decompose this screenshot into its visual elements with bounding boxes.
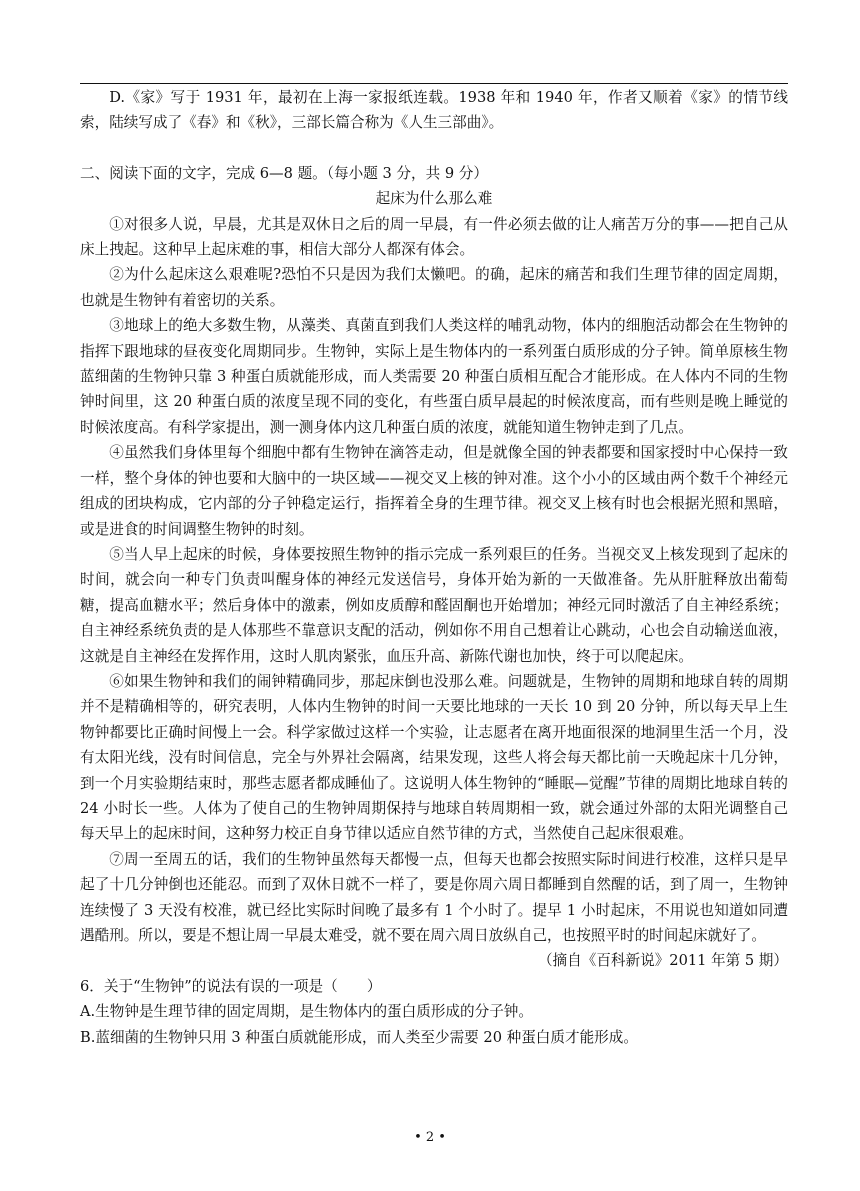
article-title: 起床为什么那么难 — [375, 190, 493, 208]
question-6-option-b: B.蓝细菌的生物钟只用 3 种蛋白质就能形成，而人类至少需要 20 种蛋白质才能形成。 — [80, 1028, 638, 1046]
header-rule — [80, 83, 788, 84]
option-d: D.《家》写于 1931 年，最初在上海一家报纸连载。1938 年和 1940 年，作者又顺着《家》的情节线索，陆续写成了《春》和《秋》，三部长篇合称为《人生三部曲》。 — [80, 89, 788, 132]
paragraph-1: ①对很多人说，早晨，尤其是双休日之后的周一早晨，有一件必须去做的让人痛苦万分的事——把自己从床上拽起。这种早上起床难的事，相信大部分人都深有体会。 — [80, 215, 788, 259]
page-number: • 2 • — [414, 1130, 446, 1145]
document-body — [80, 85, 788, 1050]
paragraph-3: ③地球上的绝大多数生物，从藻类、真菌直到我们人类这样的哺乳动物，体内的细胞活动都会在生物钟的指挥下跟地球的昼夜变化周期同步。生物钟，实际上是生物体内的一系列蛋白质形成的分子钟。简单原核生物蓝细菌的生物钟只靠 3 种蛋白质就能形成，而人类需要 20 种蛋白质相互配合才能形成。在人体内不同的生物钟时间里，这 20 种蛋白质的浓度呈现不同的变化，有些蛋白质早晨起的时候浓度高，而有些则是晚上睡觉的时候浓度高。有科学家提出，测一测身体内这几种蛋白质的浓度，就能知道生物钟走到了几点。 — [80, 317, 788, 436]
article-source: （摘自《百科新说》2011 年第 5 期） — [537, 952, 788, 970]
paragraph-4: ④虽然我们身体里每个细胞中都有生物钟在滴答走动，但是就像全国的钟表都要和国家授时中心保持一致一样，整个身体的钟也要和大脑中的一块区域——视交叉上核的钟对准。这个小小的区域由两个数千个神经元组成的团块构成，它内部的分子钟稳定运行，指挥着全身的生理节律。视交叉上核有时也会根据光照和黑暗，或是进食的时间调整生物钟的时刻。 — [80, 444, 788, 538]
paragraph-5: ⑤当人早上起床的时候，身体要按照生物钟的指示完成一系列艰巨的任务。当视交叉上核发现到了起床的时间，就会向一种专门负责叫醒身体的神经元发送信号，身体开始为新的一天做准备。先从肝脏释放出葡萄糖，提高血糖水平；然后身体中的激素，例如皮质醇和醛固酮也开始增加；神经元同时激活了自主神经系统；自主神经系统负责的是人体那些不靠意识支配的活动，例如你不用自己想着让心跳动，心也会自动输送血液，这就是自主神经在发挥作用，这时人肌肉紧张，血压升高、新陈代谢也加快，终于可以爬起床。 — [80, 545, 788, 665]
paragraph-6: ⑥如果生物钟和我们的闹钟精确同步，那起床倒也没那么难。问题就是，生物钟的周期和地球自转的周期并不是精确相等的，研究表明，人体内生物钟的时间一天要比地球的一天长 10 到 20 分钟，所以每天早上生物钟都要比正确时间慢上一会。科学家做过这样一个实验，让志愿者在离开地面很深的地洞里生活一个月，没有太阳光线，没有时间信息，完全与外界社会隔离，结果发现，这些人将会每天都比前一天晚起床十几分钟，到一个月实验期结束时，那些志愿者都成睡仙了。这说明人体生物钟的“睡眠—觉醒”节律的周期比地球自转的 24 小时长一些。人体为了使自己的生物钟周期保持与地球自转周期相一致，就会通过外部的太阳光调整自己每天早上的起床时间，这种努力校正自身节律以适应自然节律的方式，当然使自己起床很艰难。 — [80, 672, 788, 843]
section-heading: 二、阅读下面的文字，完成 6—8 题。（每小题 3 分，共 9 分） — [80, 164, 488, 182]
paragraph-2: ②为什么起床这么艰难呢?恐怕不只是因为我们太懒吧。的确，起床的痛苦和我们生理节律的固定周期，也就是生物钟有着密切的关系。 — [80, 266, 788, 309]
paragraph-7: ⑦周一至周五的话，我们的生物钟虽然每天都慢一点，但每天也都会按照实际时间进行校准，这样只是早起了十几分钟倒也还能忍。而到了双休日就不一样了，要是你周六周日都睡到自然醒的话，到了周一，生物钟连续慢了 3 天没有校准，就已经比实际时间晚了最多有 1 个小时了。提早 1 小时起床，不用说也知道如同遭遇酷刑。所以，要是不想让周一早晨太难受，就不要在周六周日放纵自己，也按照平时的时间起床就好了。 — [80, 850, 788, 944]
question-6-stem: 6．关于“生物钟”的说法有误的一项是（ ） — [80, 977, 382, 995]
question-6-option-a: A.生物钟是生理节律的固定周期，是生物体内的蛋白质形成的分子钟。 — [80, 1003, 533, 1021]
